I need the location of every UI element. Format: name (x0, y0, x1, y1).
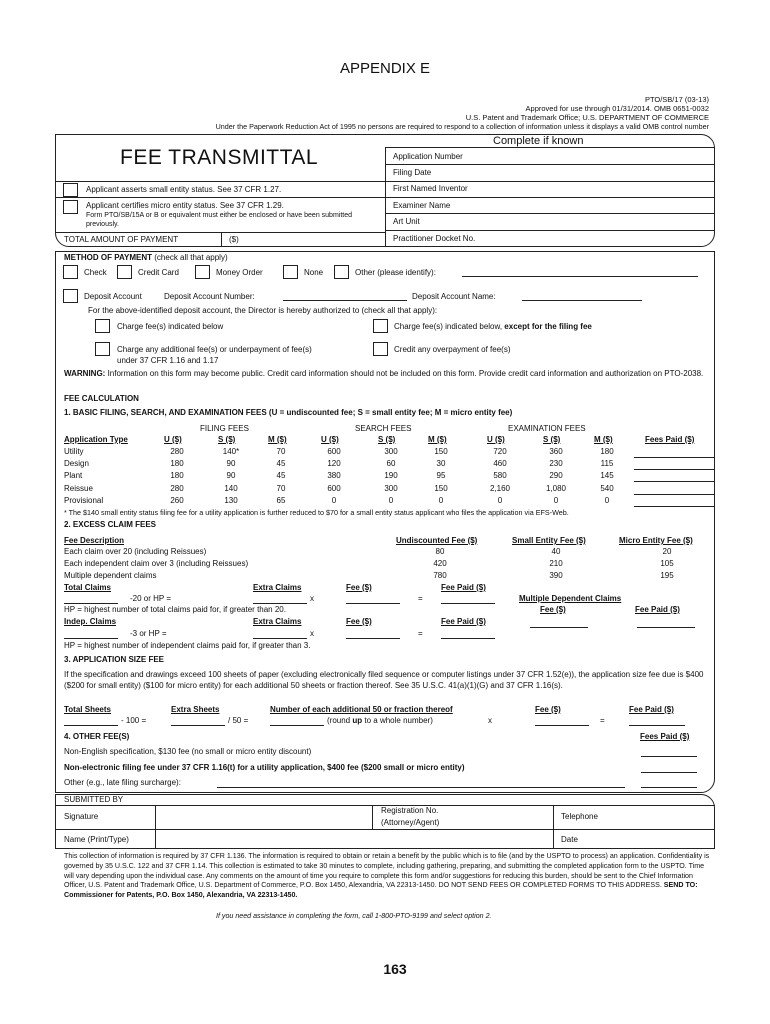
total-sheets-header: Total Sheets (64, 705, 111, 714)
fee-cell: 0 (604, 495, 610, 505)
registration-label-2: (Attorney/Agent) (381, 818, 440, 827)
charge-additional-checkbox[interactable] (95, 342, 110, 356)
claim-fee-description: Multiple dependent claims (64, 571, 157, 580)
credit-overpayment-checkbox[interactable] (373, 342, 388, 356)
paperwork-notice: Under the Paperwork Reduction Act of 1995 no persons are required to respond to a collection of information unless it displays a valid OMB control number (215, 122, 709, 131)
burden-text: This collection of information is required by 37 CFR 1.136. The information is required to obtain or retain a benefit by the public which is to file (and by the USPTO to process) an application. Confidentiality is governed by 35 U.S.C. 122 and 37 CFR 1.14. This collection is estimated to take 30 minutes to complete, including gathering, preparing, and submitting the completed application form to the USPTO. Time will vary depending upon the individual case. Any comments on the amount of time you require to complete this form and/or suggestions for reducing this burden, should be sent to the Chief Information Officer, U.S. Patent and Trademark Office, U.S. Department of Commerce, P.O. Box 1450, Alexandria, VA 22313-1450. DO NOT SEND FEES OR COMPLETED FORMS TO THIS ADDRESS. (64, 852, 710, 890)
deposit-account-checkbox[interactable] (63, 289, 78, 303)
size-fee-paid-field[interactable] (629, 725, 685, 726)
micro-entity-note: Form PTO/SB/15A or B or equivalent must either be enclosed or have been submitted previously. (86, 212, 353, 229)
art-unit-label: Art Unit (393, 217, 420, 226)
claim-fee-value: 195 (660, 571, 674, 580)
equals-sign-2: = (418, 629, 423, 638)
method-title: METHOD OF PAYMENT (64, 253, 153, 262)
claim-fee-description: Each independent claim over 3 (including Reissues) (64, 559, 249, 568)
other-fee-description-field[interactable] (217, 787, 625, 788)
claims-fee-field[interactable] (346, 603, 400, 604)
charge-except-label: Charge fee(s) indicated below, (394, 322, 503, 331)
filing-date-label: Filing Date (393, 168, 432, 177)
appendix-title: APPENDIX E (339, 60, 431, 77)
filing-fees-group: FILING FEES (200, 424, 249, 433)
section1-header-10: Fees Paid ($) (645, 435, 695, 444)
fee-cell: 140 (224, 483, 238, 493)
claim-fee-value: 105 (660, 559, 674, 568)
section1-header-8: S ($) (543, 435, 561, 444)
fee-cell: 65 (276, 495, 286, 505)
size-fee-header: Fee ($) (535, 705, 561, 714)
div-50-label: / 50 = (228, 716, 249, 725)
fee-cell: 120 (327, 459, 341, 469)
fee-cell: 145 (600, 471, 614, 481)
other-fee-field[interactable] (641, 787, 697, 788)
equals-sign: = (418, 594, 423, 603)
fees-paid-field[interactable] (634, 481, 714, 482)
fee-cell: 70 (276, 483, 286, 493)
other-identify-field[interactable] (462, 276, 698, 277)
charge-additional-label: Charge any additional fee(s) or underpayment of fee(s) (117, 345, 312, 354)
fee-cell: 0 (388, 495, 394, 505)
md-fee-paid-header: Fee Paid ($) (635, 605, 680, 614)
fee-paid-header-2: Fee Paid ($) (441, 617, 486, 626)
non-electronic-field[interactable] (641, 772, 697, 773)
total-claims-header: Total Claims (64, 583, 111, 592)
other-fees-paid-header: Fees Paid ($) (640, 732, 690, 741)
micro-entity-fee-header: Micro Entity Fee ($) (619, 536, 693, 545)
warning-label: WARNING: (64, 369, 106, 378)
search-fees-group: SEARCH FEES (355, 424, 412, 433)
complete-if-known: Complete if known (493, 135, 584, 147)
total-sheets-field[interactable] (64, 725, 118, 726)
micro-entity-text: Applicant certifies micro entity status. See 37 CFR 1.29. (86, 201, 284, 210)
fee-cell: 1,080 (545, 483, 567, 493)
fee-cell: 150 (434, 483, 448, 493)
fee-cell: 290 (549, 471, 563, 481)
round-up: up (352, 716, 363, 725)
extra-sheets-field[interactable] (171, 725, 225, 726)
fee-description-header: Fee Description (64, 536, 125, 545)
fee-cell: 460 (493, 459, 507, 469)
round-pre: (round (327, 716, 351, 725)
section4-title: 4. OTHER FEE(S) (64, 732, 130, 741)
charge-fees-checkbox[interactable] (95, 319, 110, 333)
section1-header-6: M ($) (428, 435, 447, 444)
indep-fee-paid-field[interactable] (441, 638, 495, 639)
assistance-note: If you need assistance in completing the form, call 1-800-PTO-9199 and select option 2. (216, 912, 492, 920)
minus-100-label: - 100 = (121, 716, 147, 725)
fee-cell: 0 (553, 495, 559, 505)
section1-header-0: Application Type (64, 435, 128, 444)
fee-cell: 30 (436, 459, 446, 469)
deposit-name-field[interactable] (522, 300, 642, 301)
additional-50-field[interactable] (270, 725, 324, 726)
fee-cell: 600 (327, 447, 341, 456)
none-label: None (304, 268, 324, 277)
signature-label: Signature (64, 812, 99, 821)
size-fee-paid-header: Fee Paid ($) (629, 705, 674, 714)
deposit-number-field[interactable] (283, 300, 407, 301)
claim-fee-value: 210 (549, 559, 563, 568)
deposit-number-label: Deposit Account Number: (164, 292, 255, 301)
fee-cell: 2,160 (489, 483, 511, 493)
fee-header: Fee ($) (346, 583, 372, 592)
fee-cell: 115 (600, 459, 614, 469)
size-fee-field[interactable] (535, 725, 589, 726)
burden-send-to: SEND TO: Commissioner for Patents, P.O. Box 1450, Alexandria, VA 22313-1450. (64, 881, 698, 900)
section2-title: 2. EXCESS CLAIM FEES (64, 520, 157, 529)
fee-cell: 600 (327, 483, 341, 493)
fee-cell: 280 (170, 483, 184, 493)
claim-fee-value: 20 (662, 547, 672, 556)
check-label: Check (84, 268, 107, 277)
total-claims-field[interactable] (64, 603, 118, 604)
md-fee-header: Fee ($) (540, 605, 566, 614)
claim-fee-value: 80 (435, 547, 445, 556)
fee-cell: 0 (331, 495, 337, 505)
burden-statement (64, 852, 714, 901)
round-post: to a whole number) (364, 716, 433, 725)
agency-line: U.S. Patent and Trademark Office; U.S. DEPARTMENT OF COMMERCE (465, 113, 709, 122)
total-amount-label: TOTAL AMOUNT OF PAYMENT (64, 235, 179, 244)
fee-cell: 60 (386, 459, 396, 469)
section1-header-3: M ($) (268, 435, 287, 444)
minus-20-label: -20 or HP = (130, 594, 171, 603)
section1-header-4: U ($) (321, 435, 339, 444)
application-type-cell: Design (64, 459, 89, 469)
application-type-cell: Provisional (64, 495, 104, 505)
small-entity-fee-header: Small Entity Fee ($) (512, 536, 586, 545)
section1-header-5: S ($) (378, 435, 396, 444)
application-type-cell: Reissue (64, 483, 93, 493)
section1-header-9: M ($) (594, 435, 613, 444)
fees-paid-field[interactable] (634, 469, 714, 470)
section1-header-2: S ($) (218, 435, 236, 444)
fee-cell: 230 (549, 459, 563, 469)
extra-claims-header-2: Extra Claims (253, 617, 302, 626)
name-label: Name (Print/Type) (64, 835, 129, 844)
fee-cell: 140* (222, 447, 240, 456)
fee-cell: 580 (493, 471, 507, 481)
total-amount-dollar: ($) (229, 235, 239, 244)
claim-fee-value: 420 (433, 559, 447, 568)
non-english-field[interactable] (641, 756, 697, 757)
fee-cell: 130 (224, 495, 238, 505)
money-order-checkbox[interactable] (195, 265, 210, 279)
micro-entity-checkbox[interactable] (63, 200, 78, 214)
md-fee-field[interactable] (530, 627, 588, 628)
deposit-name-label: Deposit Account Name: (412, 292, 496, 301)
fee-cell: 540 (600, 483, 614, 493)
omb-approval: Approved for use through 01/31/2014. OMB 0651-0032 (525, 104, 709, 113)
telephone-label: Telephone (561, 812, 598, 821)
small-entity-text: Applicant asserts small entity status. See 37 CFR 1.27. (86, 185, 282, 194)
minus-3-label: -3 or HP = (130, 629, 167, 638)
application-number-label: Application Number (393, 152, 463, 161)
md-fee-paid-field[interactable] (637, 627, 695, 628)
fee-cell: 90 (226, 471, 236, 481)
section1-header-7: U ($) (487, 435, 505, 444)
warning-text: Information on this form may become public. Credit card information should not be included on this form. Provide credit card information and authorization on PTO-2038. (107, 369, 704, 378)
claim-fee-value: 40 (551, 547, 561, 556)
charge-except-bold: except for the filing fee (504, 322, 592, 331)
fee-cell: 180 (170, 471, 184, 481)
claim-fee-description: Each claim over 20 (including Reissues) (64, 547, 207, 556)
fee-paid-header: Fee Paid ($) (441, 583, 486, 592)
section1-header-1: U ($) (164, 435, 182, 444)
non-electronic-text: Non-electronic filing fee under 37 CFR 1.16(t) for a utility application, $400 fee ($200 small or micro entity) (64, 763, 465, 772)
submitted-by-title: SUBMITTED BY (64, 795, 124, 804)
other-label: Other (please identify): (355, 268, 436, 277)
extra-claims-header: Extra Claims (253, 583, 302, 592)
fee-cell: 150 (434, 447, 448, 456)
undiscounted-fee-header: Undiscounted Fee ($) (396, 536, 478, 545)
indep-claims-field[interactable] (64, 638, 118, 639)
equals-sign-3: = (600, 716, 605, 725)
other-fee-text: Other (e.g., late filing surcharge): (64, 778, 181, 787)
section1-title: 1. BASIC FILING, SEARCH, AND EXAMINATION FEES (U = undiscounted fee; S = small entity fee; M = micro entity fee) (64, 408, 513, 417)
indep-extra-field[interactable] (253, 638, 307, 639)
fees-paid-field[interactable] (634, 494, 714, 495)
first-named-inventor-label: First Named Inventor (393, 184, 468, 193)
fees-paid-field[interactable] (634, 457, 714, 458)
fee-cell: 95 (436, 471, 446, 481)
fee-cell: 300 (384, 447, 398, 456)
times-sign-3: x (488, 716, 492, 725)
check-checkbox[interactable] (63, 265, 78, 279)
fee-cell: 45 (276, 459, 286, 469)
claim-fee-value: 780 (433, 571, 447, 580)
fee-cell: 0 (438, 495, 444, 505)
indep-claims-header: Indep. Claims (64, 617, 117, 626)
charge-except-filing-checkbox[interactable] (373, 319, 388, 333)
fee-cell: 70 (276, 447, 286, 456)
credit-card-checkbox[interactable] (117, 265, 132, 279)
charge-fees-label: Charge fee(s) indicated below (117, 322, 224, 331)
fee-cell: 720 (493, 447, 507, 456)
none-checkbox[interactable] (283, 265, 298, 279)
claim-fee-value: 390 (549, 571, 563, 580)
fees-paid-field[interactable] (634, 506, 714, 507)
fee-calculation-title: FEE CALCULATION (64, 394, 139, 403)
fee-cell: 0 (497, 495, 503, 505)
small-entity-checkbox[interactable] (63, 183, 78, 197)
fee-header-2: Fee ($) (346, 617, 372, 626)
application-type-cell: Utility (64, 447, 84, 456)
deposit-account-label: Deposit Account (84, 292, 142, 301)
date-label: Date (561, 835, 578, 844)
section3-text: If the specification and drawings exceed 100 sheets of paper (excluding electronically filed sequence or computer listings under 37 CFR 1.52(e)), the application size fee due is $400 ($200 for small entity) ($100 for micro entity) for each additional 50 sheets or fraction thereof. See 35 U.S.C. 41(a)(1)(G) and 37 CFR 1.16(s). (64, 670, 704, 690)
fee-cell: 180 (600, 447, 614, 456)
section1-footnote: * The $140 small entity status filing fee for a utility application is further reduced to $70 for a small entity status applicant who files the application via EFS-Web. (64, 508, 569, 517)
examiner-name-label: Examiner Name (393, 201, 451, 210)
practitioner-docket-label: Practitioner Docket No. (393, 234, 476, 243)
charge-additional-label-2: under 37 CFR 1.16 and 1.17 (117, 356, 219, 365)
fee-cell: 360 (549, 447, 563, 456)
fee-cell: 260 (170, 495, 184, 505)
indep-fee-field[interactable] (346, 638, 400, 639)
other-checkbox[interactable] (334, 265, 349, 279)
non-english-text: Non-English specification, $130 fee (no small or micro entity discount) (64, 747, 312, 756)
registration-label: Registration No. (381, 806, 439, 815)
hp-note-1: HP = highest number of total claims paid for, if greater than 20. (64, 605, 286, 614)
page-number: 163 (383, 961, 407, 977)
examination-fees-group: EXAMINATION FEES (508, 424, 586, 433)
credit-overpayment-label: Credit any overpayment of fee(s) (394, 345, 511, 354)
form-number: PTO/SB/17 (03-13) (644, 95, 709, 104)
fee-cell: 90 (226, 459, 236, 469)
section3-title: 3. APPLICATION SIZE FEE (64, 655, 165, 664)
fee-cell: 45 (276, 471, 286, 481)
money-order-label: Money Order (216, 268, 263, 277)
fee-cell: 280 (170, 447, 184, 456)
times-sign: x (310, 594, 314, 603)
times-sign-2: x (310, 629, 314, 638)
method-note: (check all that apply) (154, 253, 228, 262)
hp-note-2: HP = highest number of independent claims paid for, if greater than 3. (64, 641, 311, 650)
credit-card-label: Credit Card (138, 268, 179, 277)
form-title: FEE TRANSMITTAL (120, 146, 319, 169)
extra-sheets-header: Extra Sheets (171, 705, 220, 714)
extra-claims-field[interactable] (253, 603, 307, 604)
fee-cell: 380 (327, 471, 341, 481)
additional-50-header: Number of each additional 50 or fraction thereof (270, 705, 453, 714)
application-type-cell: Plant (64, 471, 83, 481)
fee-cell: 190 (384, 471, 398, 481)
multiple-dependent-header: Multiple Dependent Claims (519, 594, 622, 603)
fee-cell: 300 (384, 483, 398, 493)
fee-cell: 180 (170, 459, 184, 469)
claims-fee-paid-field[interactable] (441, 603, 495, 604)
authorize-text: For the above-identified deposit account, the Director is hereby authorized to (check all that apply): (88, 306, 438, 315)
